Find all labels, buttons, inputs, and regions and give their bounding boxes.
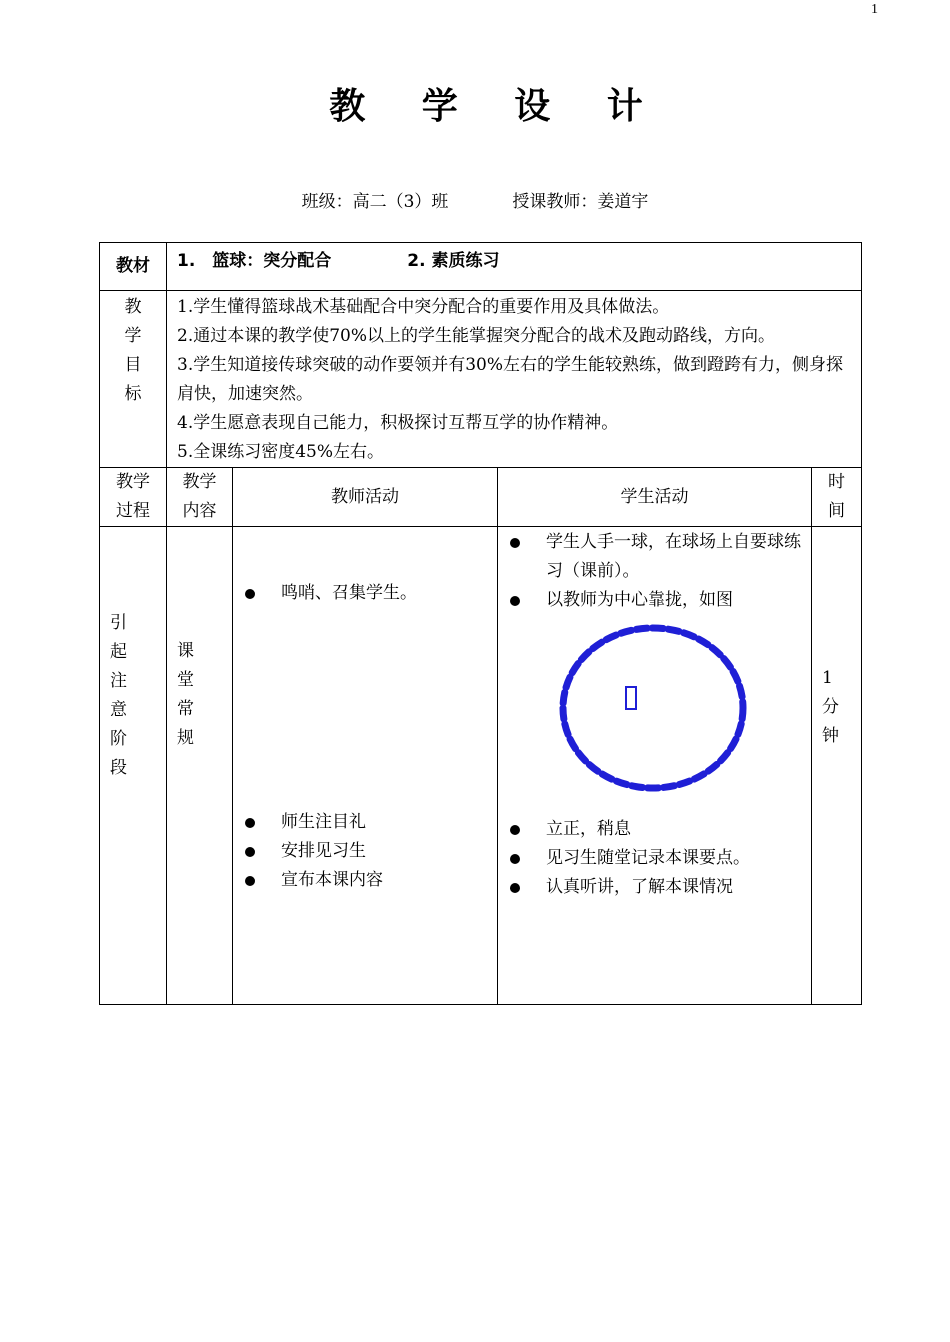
class-info: 班级：高二（3）班 <box>301 192 449 212</box>
goals-label-char: 教 <box>124 297 142 317</box>
class-teacher-line <box>0 187 950 212</box>
formation-diagram <box>498 615 811 815</box>
stage-char: 引 <box>110 613 127 633</box>
page-title: 教 学 设 计 <box>329 86 665 127</box>
teacher-activity-item: 鸣哨、召集学生。 <box>233 579 497 608</box>
goal-item: 1.学生懂得篮球战术基础配合中突分配合的重要作用及具体做法。 <box>177 297 670 317</box>
stage-char: 意 <box>110 700 127 720</box>
student-activity-item: 立正，稍息 <box>498 815 811 844</box>
goal-item: 2.通过本课的教学使70%以上的学生能掌握突分配合的战术及跑动路线，方向。 <box>177 326 776 346</box>
page-number: 1 <box>871 2 878 17</box>
student-activity-item: 以教师为中心靠拢，如图 <box>498 586 811 615</box>
goals-label-char: 学 <box>124 326 142 346</box>
stage-char: 阶 <box>110 729 127 749</box>
time-char: 1 <box>822 668 833 688</box>
process-header-line: 过程 <box>116 501 150 521</box>
goals-label <box>100 291 167 468</box>
goals-cell <box>167 291 862 468</box>
teacher-info: 授课教师：姜道宇 <box>512 192 649 212</box>
time-header-line: 时 <box>828 472 845 492</box>
goal-item: 5.全课练习密度45%左右。 <box>177 442 385 462</box>
student-activity-item: 认真听讲，了解本课情况 <box>498 873 811 902</box>
stage-row <box>100 527 862 1005</box>
student-activity-item: 学生人手一球，在球场上自要球练习（课前）。 <box>498 528 811 586</box>
student-activity-cell <box>498 527 812 1005</box>
content-cell <box>167 527 233 1005</box>
content-char: 常 <box>177 699 194 719</box>
material-label: 教材 <box>100 243 167 291</box>
material-cell <box>167 243 862 291</box>
time-char: 钟 <box>822 726 839 746</box>
stage-char: 起 <box>110 642 127 662</box>
student-activity-item: 见习生随堂记录本课要点。 <box>498 844 811 873</box>
goal-item: 4.学生愿意表现自己能力，积极探讨互帮互学的协作精神。 <box>177 413 619 433</box>
goals-label-char: 目 <box>124 355 142 375</box>
formation-circle <box>556 623 750 801</box>
content-header-line: 内容 <box>182 501 217 521</box>
goals-row <box>100 291 862 468</box>
teacher-activity-cell <box>233 527 498 1005</box>
stage-cell <box>100 527 167 1005</box>
stage-char: 注 <box>110 671 127 691</box>
teacher-activity-item: 宣布本课内容 <box>233 866 497 895</box>
stage-char: 段 <box>110 758 127 778</box>
content-header-line: 教学 <box>182 472 217 492</box>
time-header <box>812 468 862 527</box>
teacher-activity-header: 教师活动 <box>233 468 498 527</box>
student-activity-header: 学生活动 <box>498 468 812 527</box>
time-header-line: 间 <box>828 501 845 521</box>
material-item-1: 1. 篮球：突分配合 <box>177 251 332 271</box>
material-row <box>100 243 862 291</box>
lesson-plan-table <box>99 242 862 1005</box>
header-row <box>100 468 862 527</box>
goal-item: 3.学生知道接传球突破的动作要领并有30%左右的学生能较熟练，做到蹬跨有力，侧身探肩快，加速突然。 <box>177 355 844 404</box>
content-char: 课 <box>177 641 194 661</box>
content-header <box>167 468 233 527</box>
time-char: 分 <box>822 697 839 717</box>
process-header-line: 教学 <box>116 472 150 492</box>
process-header <box>100 468 167 527</box>
time-cell <box>812 527 862 1005</box>
teacher-activity-item: 安排见习生 <box>233 837 497 866</box>
formation-circle-ring <box>563 628 743 788</box>
content-char: 规 <box>177 728 194 748</box>
material-item-2: 2. 素质练习 <box>407 251 500 271</box>
teacher-activity-item: 师生注目礼 <box>233 808 497 837</box>
content-char: 堂 <box>177 670 194 690</box>
teacher-position-icon <box>626 687 636 709</box>
goals-label-char: 标 <box>124 384 142 404</box>
